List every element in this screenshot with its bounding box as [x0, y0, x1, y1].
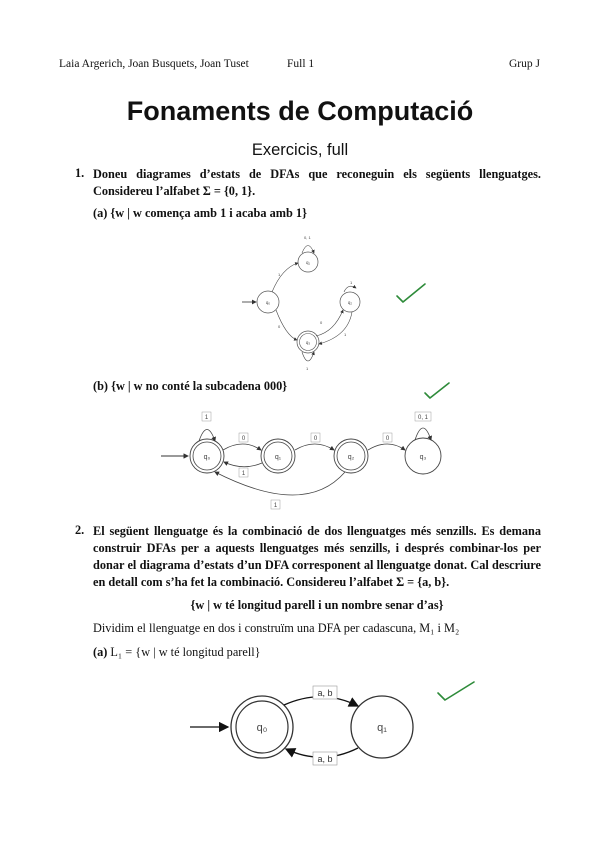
edge-label: 0	[278, 324, 281, 329]
edge-label: 0	[241, 436, 246, 442]
edge-label: 1	[273, 503, 278, 509]
q2-a-text: L₁ = {w | w té longitud parell}	[110, 645, 261, 659]
checkmark-icon	[435, 678, 477, 704]
q1-a-label: (a) {w | w comença amb 1 i acaba amb 1}	[93, 206, 307, 220]
checkmark-icon	[422, 380, 452, 402]
edge-label: 1	[278, 272, 281, 277]
header-sheet: Full 1	[287, 58, 315, 70]
edge-label: 1	[204, 415, 209, 421]
edge-label: 1	[350, 280, 353, 285]
header-group: Grup J	[509, 58, 540, 70]
dfa-diagram-a	[236, 228, 372, 378]
q2-text: El següent llenguatge és la combinació de dos llenguatges més senzills. Es demana construir DFAs per a aquests llenguatges més senzills, i després combinar-los per donar el diagrama d’estats d’un DFA corresponent al llenguatge donat. Cal descriure en detall com s’ha fet la combinació. Considereu l’alfabet Σ = {a, b}.	[93, 524, 541, 589]
edge-label: 0	[385, 436, 390, 442]
state-q0-label: q₀	[256, 722, 268, 734]
edge-label: 0	[313, 436, 318, 442]
q1-b-label: (b) {w | w no conté la subcadena 000}	[93, 379, 288, 393]
edge-label: 1	[241, 471, 246, 477]
edge-label: 0, 1	[304, 235, 311, 240]
state-q2-label: q₂	[347, 454, 355, 461]
state-q3-label: q₃	[419, 454, 427, 461]
state-q3-label: q₃	[305, 340, 311, 345]
dfa-diagram-b	[155, 408, 450, 513]
page-subtitle: Exercicis, full	[251, 141, 349, 159]
state-q1-label: q₁	[274, 454, 282, 461]
edge-label: a, b	[317, 688, 333, 698]
checkmark-icon	[394, 280, 428, 306]
state-q0-label: q₀	[265, 300, 271, 305]
q2-a-label: (a)	[93, 645, 108, 659]
state-q1-label: q₁	[377, 722, 387, 734]
edge-label: 0	[320, 320, 323, 325]
dfa-diagram-c	[186, 680, 426, 770]
edge-label: 0, 1	[417, 415, 429, 421]
q1-number: 1.	[75, 166, 85, 180]
edge-label: 1	[306, 366, 309, 371]
header-authors: Laia Argerich, Joan Busquets, Joan Tuset	[59, 58, 249, 70]
page-title: Fonaments de Computació	[126, 96, 474, 126]
q2-number: 2.	[75, 523, 85, 537]
state-q2-label: q₂	[347, 300, 353, 305]
state-q1-label: q₁	[305, 260, 311, 265]
q2-language: {w | w té longitud parell i un nombre senar d’as}	[190, 598, 444, 612]
edge-label: 1	[344, 332, 347, 337]
q1-text: Doneu diagrames d’estats de DFAs que reconeguin els següents llenguatges. Considereu l’alfabet Σ = {0, 1}.	[93, 167, 541, 198]
state-q0-label: q₀	[203, 454, 211, 461]
q2-intro: Dividim el llenguatge en dos i construïm una DFA per cadascuna, M₁ i M₂	[93, 621, 460, 635]
edge-label: a, b	[317, 754, 333, 764]
